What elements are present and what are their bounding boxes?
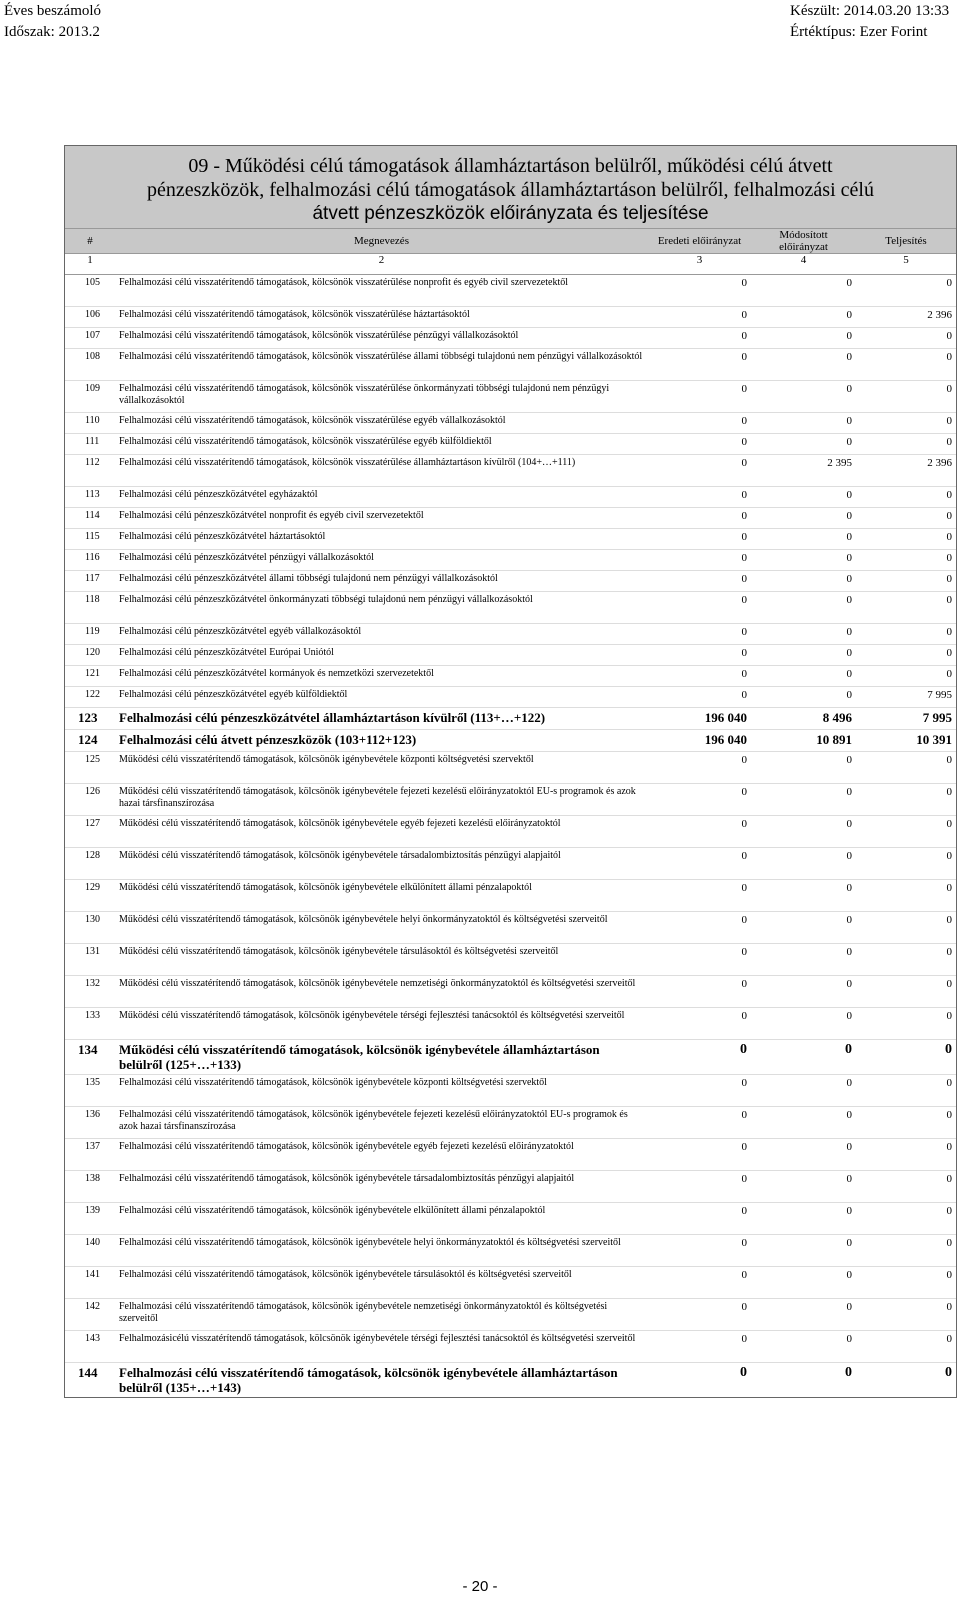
row-number: 128 [65,848,115,880]
row-number: 129 [65,880,115,912]
table-row [65,1139,956,1171]
modified-value: 0 [751,1363,856,1398]
modified-value: 0 [751,349,856,381]
original-value: 0 [648,487,751,508]
row-number: 136 [65,1107,115,1139]
row-name: Felhalmozási célú visszatérítendő támogatások, kölcsönök visszatérülése önkormányzati többségi tulajdonú nem pénzügyi vállalkozásoktól [115,381,648,413]
row-name: Felhalmozási célú visszatérítendő támogatások, kölcsönök igénybevétele egyéb fejezeti kezelésű előirányzatoktól [115,1139,648,1171]
table-row [65,848,956,880]
original-value: 0 [648,666,751,687]
original-value: 0 [648,455,751,487]
original-value: 0 [648,1363,751,1398]
completion-value: 0 [856,1040,956,1075]
table-row [65,1171,956,1203]
completion-value: 0 [856,1139,956,1171]
table-row [65,413,956,434]
created-timestamp: Készült: 2014.03.20 13:33 [790,3,950,19]
col-number: 1 [65,254,115,275]
table-row [65,687,956,708]
original-value: 0 [648,1139,751,1171]
original-value: 0 [648,508,751,529]
row-name: Működési célú visszatérítendő támogatások, kölcsönök igénybevétele államháztartáson belülről (125+…+133) [115,1040,648,1075]
row-name: Felhalmozási célú pénzeszközátvétel nonprofit és egyéb civil szervezetektől [115,508,648,529]
original-value: 0 [648,1075,751,1107]
original-value: 0 [648,752,751,784]
completion-value: 0 [856,434,956,455]
row-name: Felhalmozási célú pénzeszközátvétel egyéb külföldiektől [115,687,648,708]
row-name: Felhalmozási célú visszatérítendő támogatások, kölcsönök visszatérülése pénzügyi vállalkozásoktól [115,328,648,349]
original-value: 0 [648,381,751,413]
row-number: 142 [65,1299,115,1331]
completion-value: 0 [856,508,956,529]
original-value: 0 [648,976,751,1008]
row-name: Felhalmozási célú visszatérítendő támogatások, kölcsönök visszatérülése államháztartáson kívülről (104+…+111) [115,455,648,487]
row-number: 107 [65,328,115,349]
table-row [65,1267,956,1299]
original-value: 0 [648,1008,751,1040]
modified-value: 2 395 [751,455,856,487]
row-name: Felhalmozásicélú visszatérítendő támogatások, kölcsönök igénybevétele térségi fejlesztési tanácsoktól és költségvetési szerveitől [115,1331,648,1363]
table-row [65,455,956,487]
table-row [65,381,956,413]
original-value: 0 [648,1299,751,1331]
row-name: Felhalmozási célú visszatérítendő támogatások, kölcsönök igénybevétele nemzetiségi önkormányzatoktól és költségvetési szerveitől [115,1299,648,1331]
modified-value: 0 [751,816,856,848]
col-header-name: Megnevezés [115,229,648,254]
table-row [65,349,956,381]
modified-value: 0 [751,912,856,944]
table-row [65,1107,956,1139]
col-number: 2 [115,254,648,275]
row-number: 143 [65,1331,115,1363]
modified-value: 0 [751,624,856,645]
completion-value: 0 [856,1203,956,1235]
table-row [65,1331,956,1363]
original-value: 0 [648,413,751,434]
row-number: 113 [65,487,115,508]
row-name: Működési célú visszatérítendő támogatások, kölcsönök igénybevétele társadalombiztosítás pénzügyi alapjaitól [115,848,648,880]
original-value: 196 040 [648,730,751,752]
modified-value: 0 [751,1235,856,1267]
row-number: 126 [65,784,115,816]
modified-value: 0 [751,550,856,571]
completion-value: 0 [856,349,956,381]
row-number: 109 [65,381,115,413]
row-number: 131 [65,944,115,976]
col-header-modified: Módosított előirányzat [751,229,856,254]
row-number: 122 [65,687,115,708]
report-header-right [790,1,949,43]
row-number: 121 [65,666,115,687]
row-name: Felhalmozási célú pénzeszközátvétel egyéb vállalkozásoktól [115,624,648,645]
original-value: 0 [648,349,751,381]
completion-value: 0 [856,1299,956,1331]
table-row [65,1235,956,1267]
completion-value: 0 [856,816,956,848]
table-row [65,912,956,944]
original-value: 0 [648,592,751,624]
row-name: Felhalmozási célú visszatérítendő támogatások, kölcsönök igénybevétele elkülönített állami pénzalapoktól [115,1203,648,1235]
completion-value: 7 995 [856,687,956,708]
row-number: 144 [65,1363,115,1398]
modified-value: 0 [751,1075,856,1107]
row-number: 125 [65,752,115,784]
modified-value: 0 [751,487,856,508]
table-row [65,592,956,624]
report-table-container [64,145,957,1398]
modified-value: 0 [751,434,856,455]
modified-value: 0 [751,1299,856,1331]
completion-value: 0 [856,487,956,508]
original-value: 0 [648,571,751,592]
row-name: Működési célú visszatérítendő támogatások, kölcsönök igénybevétele központi költségvetési szervektől [115,752,648,784]
completion-value: 2 396 [856,455,956,487]
modified-value: 0 [751,880,856,912]
table-row [65,645,956,666]
col-number: 4 [751,254,856,275]
original-value: 0 [648,816,751,848]
row-name: Felhalmozási célú visszatérítendő támogatások, kölcsönök visszatérülése háztartásoktól [115,307,648,328]
modified-value: 0 [751,328,856,349]
row-number: 123 [65,708,115,730]
completion-value: 0 [856,645,956,666]
completion-value: 2 396 [856,307,956,328]
modified-value: 0 [751,307,856,328]
report-header-left [4,1,101,43]
row-number: 115 [65,529,115,550]
completion-value: 0 [856,592,956,624]
original-value: 0 [648,645,751,666]
row-name: Felhalmozási célú pénzeszközátvétel Európai Uniótól [115,645,648,666]
original-value: 0 [648,1331,751,1363]
table-row [65,275,956,307]
row-number: 135 [65,1075,115,1107]
row-number: 127 [65,816,115,848]
modified-value: 0 [751,944,856,976]
completion-value: 0 [856,912,956,944]
modified-value: 0 [751,1267,856,1299]
row-number: 117 [65,571,115,592]
modified-value: 8 496 [751,708,856,730]
row-number: 133 [65,1008,115,1040]
modified-value: 0 [751,529,856,550]
modified-value: 0 [751,508,856,529]
completion-value: 0 [856,752,956,784]
row-name: Felhalmozási célú pénzeszközátvétel önkormányzati többségi tulajdonú nem pénzügyi vállalkozásoktól [115,592,648,624]
completion-value: 0 [856,944,956,976]
modified-value: 0 [751,1171,856,1203]
row-number: 140 [65,1235,115,1267]
original-value: 0 [648,550,751,571]
original-value: 196 040 [648,708,751,730]
modified-value: 0 [751,592,856,624]
completion-value: 0 [856,1171,956,1203]
original-value: 0 [648,1267,751,1299]
table-row [65,529,956,550]
modified-value: 0 [751,848,856,880]
col-number: 3 [648,254,751,275]
original-value: 0 [648,1040,751,1075]
col-header-num: # [65,229,115,254]
row-number: 110 [65,413,115,434]
table-row [65,880,956,912]
row-number: 139 [65,1203,115,1235]
completion-value: 0 [856,381,956,413]
table-row [65,434,956,455]
col-number: 5 [856,254,956,275]
column-header-row [65,229,956,254]
modified-value: 0 [751,1008,856,1040]
original-value: 0 [648,529,751,550]
row-name: Felhalmozási célú visszatérítendő támogatások, kölcsönök igénybevétele helyi önkormányzatoktól és költségvetési szerveitől [115,1235,648,1267]
modified-value: 0 [751,1107,856,1139]
table-row-total [65,708,956,730]
completion-value: 0 [856,571,956,592]
row-number: 120 [65,645,115,666]
completion-value: 0 [856,784,956,816]
row-name: Felhalmozási célú visszatérítendő támogatások, kölcsönök igénybevétele társadalombiztosítás pénzügyi alapjaitól [115,1171,648,1203]
completion-value: 0 [856,880,956,912]
table-row [65,328,956,349]
report-period: Időszak: 2013.2 [4,24,100,40]
completion-value: 0 [856,1008,956,1040]
table-row [65,752,956,784]
table-row [65,816,956,848]
completion-value: 0 [856,550,956,571]
row-number: 130 [65,912,115,944]
modified-value: 0 [751,1331,856,1363]
row-name: Felhalmozási célú pénzeszközátvétel pénzügyi vállalkozásoktól [115,550,648,571]
row-number: 141 [65,1267,115,1299]
original-value: 0 [648,624,751,645]
completion-value: 0 [856,1075,956,1107]
original-value: 0 [648,1171,751,1203]
row-number: 119 [65,624,115,645]
row-name: Felhalmozási célú pénzeszközátvétel állami többségi tulajdonú nem pénzügyi vállalkozásoktól [115,571,648,592]
original-value: 0 [648,275,751,307]
completion-value: 0 [856,1235,956,1267]
original-value: 0 [648,687,751,708]
completion-value: 0 [856,848,956,880]
original-value: 0 [648,848,751,880]
row-number: 134 [65,1040,115,1075]
title-line-2: pénzeszközök, felhalmozási célú támogatások államháztartáson belülről, felhalmozási célú [147,179,874,201]
row-name: Felhalmozási célú visszatérítendő támogatások, kölcsönök igénybevétele társulásoktól és költségvetési szerveitől [115,1267,648,1299]
report-title [65,146,956,228]
modified-value: 0 [751,1203,856,1235]
completion-value: 0 [856,1267,956,1299]
completion-value: 0 [856,1331,956,1363]
modified-value: 0 [751,752,856,784]
row-name: Felhalmozási célú visszatérítendő támogatások, kölcsönök visszatérülése nonprofit és egyéb civil szervezetektől [115,275,648,307]
row-number: 116 [65,550,115,571]
row-name: Felhalmozási célú visszatérítendő támogatások, kölcsönök igénybevétele központi költségvetési szervektől [115,1075,648,1107]
row-number: 114 [65,508,115,529]
original-value: 0 [648,784,751,816]
modified-value: 0 [751,645,856,666]
row-number: 132 [65,976,115,1008]
row-name: Működési célú visszatérítendő támogatások, kölcsönök igénybevétele fejezeti kezelésű előirányzatoktól EU-s programok és azok hazai társfinanszírozása [115,784,648,816]
table-row [65,550,956,571]
completion-value: 0 [856,1107,956,1139]
row-number: 106 [65,307,115,328]
table-row [65,624,956,645]
table-row [65,307,956,328]
table-row [65,666,956,687]
table-row [65,508,956,529]
original-value: 0 [648,912,751,944]
col-header-original: Eredeti előirányzat [648,229,751,254]
row-name: Felhalmozási célú pénzeszközátvétel államháztartáson kívülről (113+…+122) [115,708,648,730]
page-number: - 20 - [462,1578,498,1595]
value-type: Értéktípus: Ezer Forint [790,24,928,40]
row-name: Működési célú visszatérítendő támogatások, kölcsönök igénybevétele egyéb fejezeti kezelésű előirányzatoktól [115,816,648,848]
row-name: Felhalmozási célú visszatérítendő támogatások, kölcsönök igénybevétele államháztartáson belülről (135+…+143) [115,1363,648,1398]
table-row [65,1203,956,1235]
table-row-total [65,1363,956,1398]
original-value: 0 [648,307,751,328]
row-name: Működési célú visszatérítendő támogatások, kölcsönök igénybevétele helyi önkormányzatoktól és költségvetési szerveitől [115,912,648,944]
title-line-3: átvett pénzeszközök előirányzata és teljesítése [312,203,709,224]
row-name: Felhalmozási célú visszatérítendő támogatások, kölcsönök visszatérülése egyéb vállalkozásoktól [115,413,648,434]
row-number: 124 [65,730,115,752]
modified-value: 0 [751,275,856,307]
modified-value: 0 [751,1139,856,1171]
row-name: Felhalmozási célú pénzeszközátvétel háztartásoktól [115,529,648,550]
modified-value: 0 [751,1040,856,1075]
column-number-row [65,254,956,275]
report-type: Éves beszámoló [4,3,102,19]
completion-value: 7 995 [856,708,956,730]
data-table [65,228,956,1397]
row-name: Felhalmozási célú pénzeszközátvétel egyházaktól [115,487,648,508]
original-value: 0 [648,434,751,455]
row-number: 137 [65,1139,115,1171]
row-name: Felhalmozási célú pénzeszközátvétel kormányok és nemzetközi szervezetektől [115,666,648,687]
row-name: Működési célú visszatérítendő támogatások, kölcsönök igénybevétele elkülönített állami pénzalapoktól [115,880,648,912]
completion-value: 0 [856,1363,956,1398]
row-number: 112 [65,455,115,487]
modified-value: 0 [751,687,856,708]
completion-value: 0 [856,413,956,434]
row-number: 108 [65,349,115,381]
completion-value: 0 [856,328,956,349]
row-number: 111 [65,434,115,455]
table-row-total [65,1040,956,1075]
table-row [65,1008,956,1040]
original-value: 0 [648,1203,751,1235]
table-row-total [65,730,956,752]
completion-value: 0 [856,529,956,550]
row-number: 105 [65,275,115,307]
original-value: 0 [648,1107,751,1139]
original-value: 0 [648,944,751,976]
table-row [65,1299,956,1331]
modified-value: 0 [751,571,856,592]
table-row [65,571,956,592]
modified-value: 10 891 [751,730,856,752]
completion-value: 10 391 [856,730,956,752]
table-row [65,944,956,976]
original-value: 0 [648,1235,751,1267]
original-value: 0 [648,328,751,349]
table-row [65,487,956,508]
completion-value: 0 [856,275,956,307]
row-name: Működési célú visszatérítendő támogatások, kölcsönök igénybevétele nemzetiségi önkormányzatoktól és költségvetési szerveitől [115,976,648,1008]
row-name: Működési célú visszatérítendő támogatások, kölcsönök igénybevétele térségi fejlesztési tanácsoktól és költségvetési szerveitől [115,1008,648,1040]
table-row [65,784,956,816]
modified-value: 0 [751,381,856,413]
row-name: Működési célú visszatérítendő támogatások, kölcsönök igénybevétele társulásoktól és költségvetési szerveitől [115,944,648,976]
completion-value: 0 [856,624,956,645]
title-line-1: 09 - Működési célú támogatások államháztartáson belülről, működési célú átvett [188,155,833,177]
row-number: 118 [65,592,115,624]
row-name: Felhalmozási célú visszatérítendő támogatások, kölcsönök igénybevétele fejezeti kezelésű előirányzatoktól EU-s programok és azok hazai társfinanszírozása [115,1107,648,1139]
row-name: Felhalmozási célú visszatérítendő támogatások, kölcsönök visszatérülése egyéb külföldiektől [115,434,648,455]
table-row [65,976,956,1008]
row-name: Felhalmozási célú visszatérítendő támogatások, kölcsönök visszatérülése állami többségi tulajdonú nem pénzügyi vállalkozásoktól [115,349,648,381]
table-row [65,1075,956,1107]
completion-value: 0 [856,976,956,1008]
original-value: 0 [648,880,751,912]
modified-value: 0 [751,976,856,1008]
modified-value: 0 [751,666,856,687]
col-header-completion: Teljesítés [856,229,956,254]
completion-value: 0 [856,666,956,687]
modified-value: 0 [751,413,856,434]
modified-value: 0 [751,784,856,816]
row-number: 138 [65,1171,115,1203]
row-name: Felhalmozási célú átvett pénzeszközök (103+112+123) [115,730,648,752]
